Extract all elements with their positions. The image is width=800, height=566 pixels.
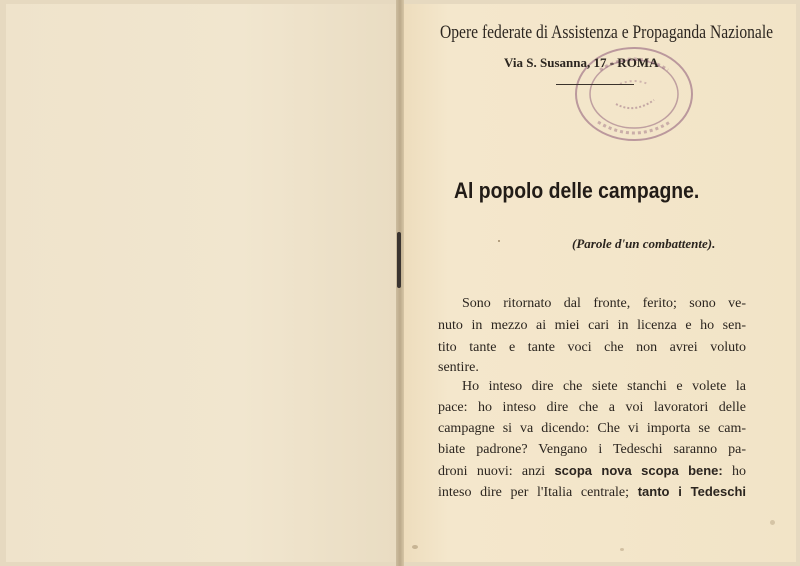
body-line: pace: ho inteso dire che a voi lavoratori delle bbox=[438, 400, 746, 415]
body-line: Sono ritornato dal fronte, ferito; sono ve- bbox=[462, 296, 746, 311]
document-subtitle: (Parole d'un combattente). bbox=[572, 236, 716, 251]
body-line: sentire. bbox=[438, 360, 479, 375]
header-address: Via S. Susanna, 17 - ROMA bbox=[504, 55, 659, 70]
body-line bbox=[438, 483, 746, 502]
document-title: Al popolo delle campagne. bbox=[454, 178, 700, 203]
body-line: biate padrone? Vengano i Tedeschi saranno pa- bbox=[438, 442, 746, 457]
header-divider bbox=[556, 84, 634, 85]
emphasized-text: scopa nova scopa bene: bbox=[554, 463, 723, 478]
left-blank-page bbox=[6, 4, 398, 562]
body-line: Ho inteso dire che siete stanchi e volete la bbox=[462, 379, 746, 394]
paper-speck bbox=[620, 548, 624, 551]
emphasized-text: tanto i Tedeschi bbox=[637, 484, 746, 499]
body-text: droni nuovi: anzi bbox=[438, 464, 555, 479]
body-text: inteso dire per l'Italia centrale; bbox=[438, 485, 638, 500]
body-line bbox=[438, 462, 746, 481]
body-line: tito tante e tante voci che non avrei voluto bbox=[438, 340, 746, 355]
paper-speck bbox=[770, 520, 775, 525]
body-text: ho bbox=[722, 464, 747, 479]
paper-speck bbox=[498, 240, 500, 242]
header-organization: Opere federate di Assistenza e Propaganda Nazionale bbox=[440, 22, 774, 43]
body-line: nuto in mezzo ai miei cari in licenza e ho sen- bbox=[438, 318, 746, 333]
paper-speck bbox=[412, 545, 418, 549]
binding-thread bbox=[397, 232, 401, 288]
body-line: campagne si va dicendo: Che vi importa se cam- bbox=[438, 421, 746, 436]
